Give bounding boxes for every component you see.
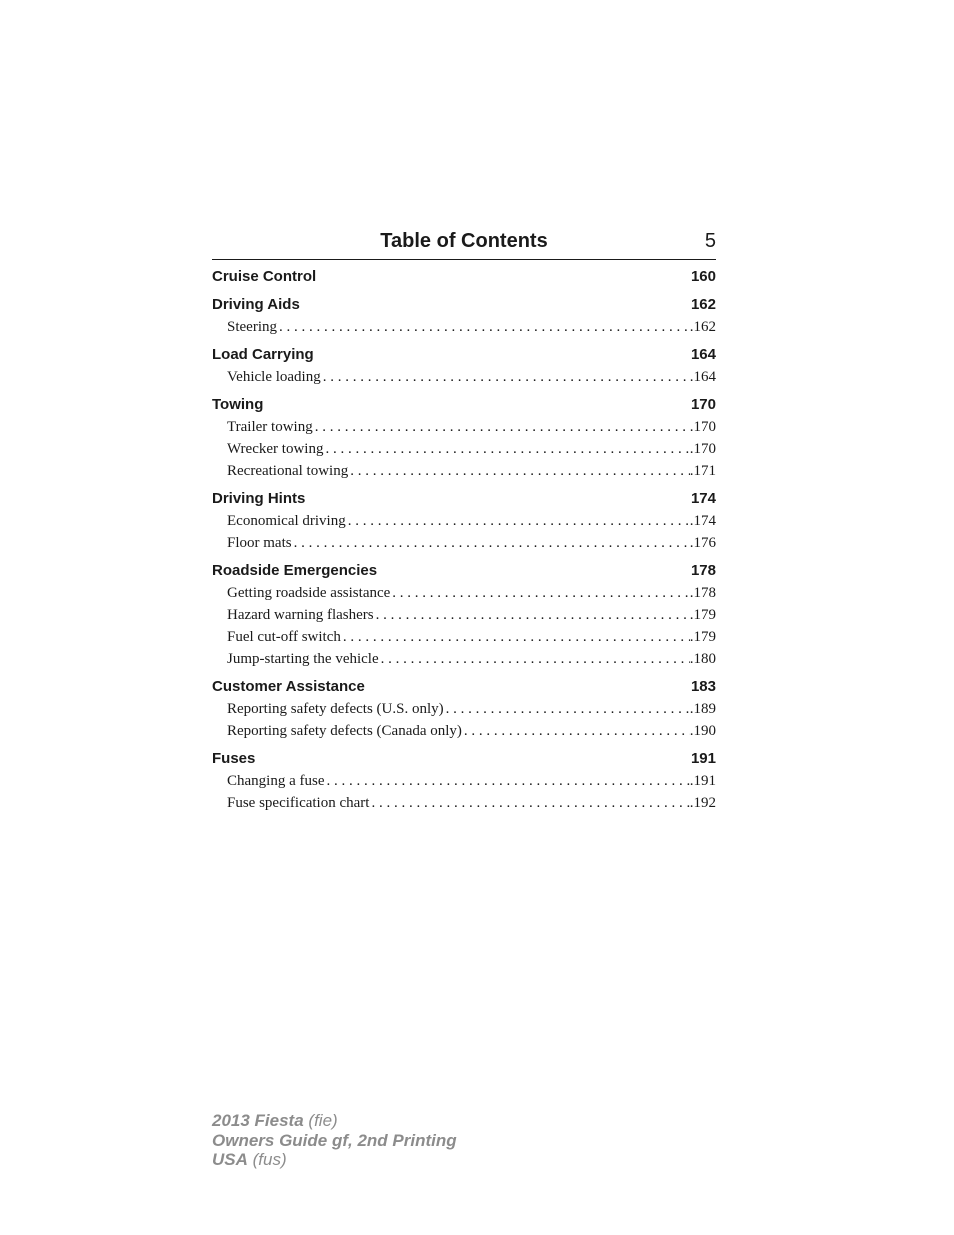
entry-page: .176 — [689, 535, 716, 551]
entry-page: .170 — [689, 441, 716, 457]
toc-entry[interactable] — [212, 792, 716, 814]
section-page: 178 — [690, 562, 716, 579]
entry-page: .192 — [689, 795, 716, 811]
toc-section — [212, 266, 716, 288]
entry-page: .178 — [689, 585, 716, 601]
entry-page: .179 — [689, 607, 716, 623]
toc-entry[interactable] — [212, 720, 716, 742]
entry-title: Economical driving — [227, 513, 346, 529]
dot-leader — [374, 604, 690, 626]
entry-page: .191 — [689, 773, 716, 789]
dot-leader — [277, 316, 690, 338]
toc-entry[interactable] — [212, 532, 716, 554]
section-page: 162 — [690, 296, 716, 313]
entry-page: .170 — [689, 419, 716, 435]
dot-leader — [324, 770, 689, 792]
section-heading[interactable] — [212, 394, 716, 416]
dot-leader — [390, 582, 689, 604]
section-page: 174 — [690, 490, 716, 507]
section-page: 191 — [690, 750, 716, 767]
footer-guide: Owners Guide gf, 2nd Printing — [212, 1130, 457, 1150]
section-page: 183 — [690, 678, 716, 695]
entry-title: Changing a fuse — [227, 773, 325, 789]
entry-page: .171 — [689, 463, 716, 479]
toc-entry[interactable] — [212, 582, 716, 604]
footer-line-3 — [212, 1150, 457, 1170]
entry-title: Reporting safety defects (Canada only) — [227, 723, 462, 739]
footer-model: 2013 Fiesta — [212, 1111, 304, 1130]
section-heading[interactable] — [212, 294, 716, 316]
toc-section — [212, 676, 716, 742]
section-page: 164 — [690, 346, 716, 363]
entry-page: .190 — [689, 723, 716, 739]
toc-entry[interactable] — [212, 460, 716, 482]
dot-leader — [292, 532, 690, 554]
dot-leader — [369, 792, 689, 814]
toc-section — [212, 488, 716, 554]
dot-leader — [444, 698, 690, 720]
toc-entry[interactable] — [212, 510, 716, 532]
footer-line-2 — [212, 1131, 457, 1151]
section-title: Driving Aids — [212, 296, 300, 313]
toc-entry[interactable] — [212, 698, 716, 720]
section-title: Fuses — [212, 750, 256, 767]
entry-title: Getting roadside assistance — [227, 585, 391, 601]
dot-leader — [348, 460, 690, 482]
section-heading[interactable] — [212, 266, 716, 288]
section-heading[interactable] — [212, 344, 716, 366]
dot-leader — [462, 720, 690, 742]
section-page: 170 — [690, 396, 716, 413]
entry-title: Vehicle loading — [227, 369, 321, 385]
section-title: Customer Assistance — [212, 678, 365, 695]
toc-entry[interactable] — [212, 648, 716, 670]
entry-page: .189 — [689, 701, 716, 717]
entry-title: Trailer towing — [227, 419, 313, 435]
section-title: Towing — [212, 396, 264, 413]
footer-market: USA — [212, 1150, 248, 1169]
entry-page: .180 — [689, 651, 716, 667]
toc-entry[interactable] — [212, 316, 716, 338]
section-title: Cruise Control — [212, 268, 317, 285]
toc-section — [212, 294, 716, 338]
entry-page: .164 — [689, 369, 716, 385]
toc-entry[interactable] — [212, 770, 716, 792]
entry-title: Jump-starting the vehicle — [227, 651, 379, 667]
page-header — [212, 228, 716, 260]
section-heading[interactable] — [212, 560, 716, 582]
footer-market-code: (fus) — [247, 1150, 287, 1169]
section-title: Driving Hints — [212, 490, 306, 507]
footer-model-code: (fie) — [303, 1111, 338, 1130]
footer-line-1 — [212, 1111, 457, 1131]
page-number: 5 — [704, 230, 716, 252]
section-page: 160 — [690, 268, 716, 285]
section-title: Roadside Emergencies — [212, 562, 378, 579]
footer — [212, 1111, 457, 1170]
toc-section — [212, 344, 716, 388]
entry-title: Fuel cut-off switch — [227, 629, 341, 645]
toc-entry[interactable] — [212, 626, 716, 648]
dot-leader — [321, 366, 690, 388]
entry-page: .174 — [689, 513, 716, 529]
entry-title: Floor mats — [227, 535, 292, 551]
entry-title: Recreational towing — [227, 463, 349, 479]
entry-title: Fuse specification chart — [227, 795, 370, 811]
toc-entry[interactable] — [212, 438, 716, 460]
dot-leader — [341, 626, 690, 648]
section-title: Load Carrying — [212, 346, 314, 363]
entry-title: Wrecker towing — [227, 441, 324, 457]
section-heading[interactable] — [212, 676, 716, 698]
dot-leader — [313, 416, 690, 438]
page-title: Table of Contents — [380, 230, 548, 252]
section-heading[interactable] — [212, 748, 716, 770]
dot-leader — [346, 510, 690, 532]
toc-section — [212, 394, 716, 482]
entry-title: Hazard warning flashers — [227, 607, 374, 623]
toc-section — [212, 560, 716, 670]
toc-section — [212, 748, 716, 814]
toc-entry[interactable] — [212, 416, 716, 438]
toc-entry[interactable] — [212, 366, 716, 388]
dot-leader — [323, 438, 689, 460]
table-of-contents — [212, 266, 716, 820]
entry-title: Steering — [227, 319, 277, 335]
toc-entry[interactable] — [212, 604, 716, 626]
entry-page: .179 — [689, 629, 716, 645]
dot-leader — [379, 648, 690, 670]
entry-title: Reporting safety defects (U.S. only) — [227, 701, 444, 717]
entry-page: .162 — [689, 319, 716, 335]
section-heading[interactable] — [212, 488, 716, 510]
